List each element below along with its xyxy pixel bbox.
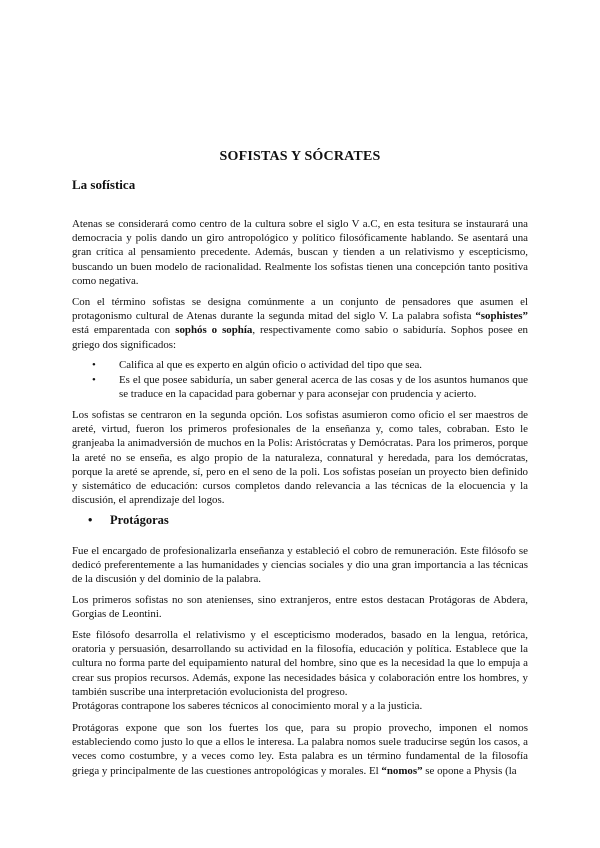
- paragraph-profesionalizar: Fue el encargado de profesionalizarla enseñanza y estableció el cobro de remuneración. Este filósofo se dedicó preferentemente a las humanidades y ciencias sociales y dio una gran importancia a las técnicas de la discusión y del dominio de la palabra.: [72, 545, 528, 586]
- paragraph-segunda-opcion: Los sofistas se centraron en la segunda opción. Los sofistas asumieron como oficio el ser maestros de areté, virtud, fueron los primeros profesionales de la enseñanza y, como tales, cobraban. Esto le granjeaba la animadversión de muchos en la Polis: Aristócratas y Demócratas. Para los primeros, porque la areté no se enseña, es algo propio de la naturaleza, connatural y heredada, para los demócratas, porque la areté se aprende, sí, pero en el seno de la poli. Los sofistas poseían un proyecto bien definido y sistemático de educación: cursos completos dando relevancia a las técnicas de la elocuencia y la discusión, el aprendizaje del logos.: [72, 409, 528, 507]
- term-sophistes: “sophistes”: [475, 310, 528, 323]
- paragraph-relativismo: Este filósofo desarrolla el relativismo y el escepticismo moderados, basado en la lengua, retórica, oratoria y persuasión, desarrollando su actividad en la filosofía, educación y política. Establece que la cultura no forma parte del equipamiento natural del hombre, sino que es la necesidad la que lo empuja a crear sus propios recursos. Además, expone las necesidades básica y colaboración entre los hombres, y también suscribe una interpretación evolucionista del progreso.: [72, 629, 528, 698]
- text-run: se opone a Physis (la: [422, 764, 517, 777]
- list-item-text: Califica al que es experto en algún oficio o actividad del tipo que sea.: [119, 359, 423, 371]
- bullet-icon: •: [88, 513, 93, 527]
- paragraph-nomos: [72, 721, 528, 778]
- list-item: [72, 373, 528, 401]
- meanings-list: [72, 358, 528, 403]
- text-run: Protágoras expone que son los fuertes los que, para su propio provecho, imponen el nomos estableciendo como justo lo que a ellos le interesa. La palabra nomos suele traducirse según los casos, a veces como costumbre, y a veces como ley. Esta palabra es un término fundamental de la filosofía griega y principalmente de las cuestiones antropológicas y morales. El: [72, 722, 528, 777]
- text-run: , respectivamente como sabio o sabiduría. Sophos posee en griego dos significados:: [72, 324, 529, 351]
- paragraph-primeros-sofistas: Los primeros sofistas no son atenienses, sino extranjeros, entre estos destacan Protágoras de Abdera, Gorgias de Leontini.: [72, 594, 528, 621]
- text-run: está emparentada con: [72, 324, 176, 337]
- page-title: SOFISTAS Y SÓCRATES: [219, 149, 381, 164]
- heading-text: Protágoras: [110, 513, 169, 527]
- list-item-text: Es el que posee sabiduría, un saber general acerca de las cosas y de los asuntos humanos que se traduce en la capacidad para gobernar y para aconsejar con prudencia y acierto.: [119, 374, 528, 401]
- list-item: [72, 358, 528, 372]
- paragraph-atenas: Atenas se considerará como centro de la cultura sobre el siglo V a.C, en esta tesitura se instaurará una democracia y polis dando un giro antropológico y político filosóficamente hablando. Se asentará una gran crítica al pensamiento precedente. Además, buscan y tienden a un relativismo y escepticismo, buscando un buen modelo de racionalidad. Realmente los sofistas tienen una concepción tanto positiva como negativa.: [72, 218, 528, 287]
- section-heading-sofistica: La sofística: [72, 177, 136, 192]
- bullet-icon: •: [92, 359, 96, 371]
- section-heading-protagoras: [90, 513, 169, 527]
- term-sophos-sophia: sophós o sophía: [175, 324, 253, 337]
- term-nomos: “nomos”: [381, 764, 423, 777]
- paragraph-saberes-tecnicos: Protágoras contrapone los saberes técnicos al conocimiento moral y a la justicia.: [72, 700, 423, 712]
- paragraph-termino-sofistas: [72, 295, 528, 352]
- bullet-icon: •: [92, 374, 96, 387]
- text-run: Con el término sofistas se designa comúnmente a un conjunto de pensadores que asumen el protagonismo cultural de Atenas durante la segunda mitad del siglo V. La palabra sofista: [72, 296, 528, 323]
